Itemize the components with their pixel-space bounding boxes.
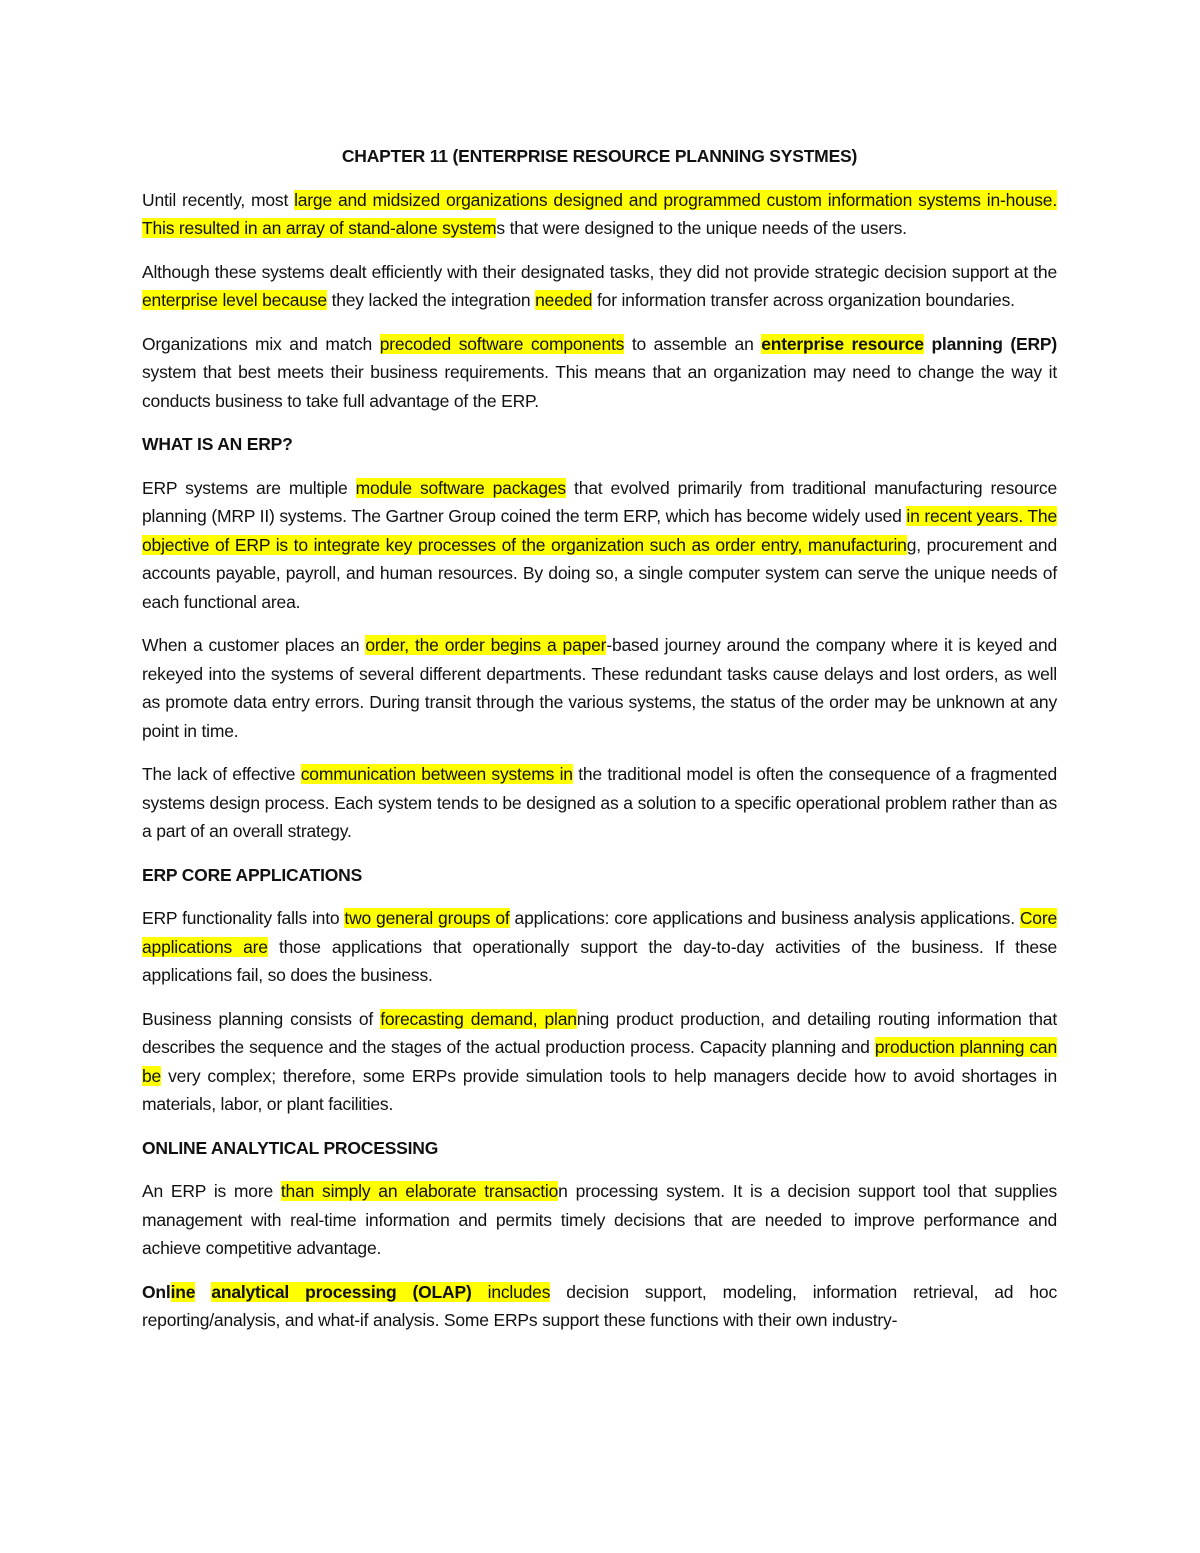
paragraph — [142, 904, 1057, 990]
highlighted-text: includes — [487, 1281, 551, 1302]
section-heading: ERP CORE APPLICATIONS — [142, 864, 363, 885]
text-run: the traditional model is often the consequence of a fragmented systems design process. Each system tends to be designed as a solution to a specific operational problem rather than as a part of an overall strategy. — [142, 764, 1057, 841]
paragraph — [142, 1005, 1057, 1119]
text-run: s that were designed to the unique needs of the users. — [496, 218, 907, 238]
text-run: Organizations mix and match — [142, 333, 380, 354]
text-run: Until recently, most — [142, 189, 295, 210]
highlighted-text: production planning can be — [142, 1037, 1057, 1086]
text-run: When a customer places an — [142, 635, 366, 655]
highlighted-text: in recent years. The objective of ERP is to integrate key processes of the organization such as order entry, manufacturin — [142, 506, 1057, 555]
highlighted-text: module software packages — [355, 477, 566, 498]
text-run: to assemble an — [624, 333, 762, 354]
page-title: CHAPTER 11 (ENTERPRISE RESOURCE PLANNING SYSTMES) — [341, 146, 858, 166]
text-run: Although these systems dealt efficiently with their designated tasks, they did not provide strategic decision support at the — [142, 261, 1057, 282]
highlighted-text: order, the order begins a paper — [365, 635, 607, 655]
text-run: those applications that operationally support the day-to-day activities of the business. If these applications fail, so does the business. — [142, 936, 1057, 985]
text-run: An ERP is more — [142, 1181, 281, 1201]
highlighted-text: than simply an elaborate transactio — [280, 1181, 559, 1201]
highlighted-text: enterprise resource — [761, 333, 924, 354]
section-heading: ONLINE ANALYTICAL PROCESSING — [142, 1137, 439, 1158]
text-run: ERP systems are multiple — [142, 477, 356, 498]
text-run: ERP functionality falls into — [142, 908, 345, 928]
document-body — [142, 142, 1057, 1350]
highlighted-text — [472, 1282, 488, 1302]
paragraph — [142, 258, 1057, 315]
paragraph — [142, 760, 1057, 846]
text-run: -based journey around the company where it is keyed and rekeyed into the systems of several different departments. These redundant tasks cause delays and lost orders, as well as promote data entry errors. During transit through the various systems, the status of the order may be unknown at any point in time. — [142, 635, 1058, 741]
paragraph — [142, 1278, 1057, 1335]
text-run: that evolved primarily from traditional manufacturing resource planning (MRP II) systems. The Gartner Group coined the term ERP, which has become widely used — [142, 477, 1057, 526]
text-run: system that best meets their business requirements. This means that an organization may need to change the way it conducts business to take full advantage of the ERP. — [142, 362, 1057, 411]
paragraph — [142, 1177, 1057, 1263]
highlighted-text: enterprise level because — [142, 290, 327, 310]
text-run: Onl — [142, 1281, 171, 1302]
highlighted-text: two general groups of — [344, 908, 510, 928]
text-run: they lacked the integration — [326, 290, 536, 310]
text-run: Business planning consists of — [142, 1008, 381, 1029]
paragraph — [142, 186, 1057, 243]
text-run — [195, 1282, 211, 1302]
text-run: very complex; therefore, some ERPs provide simulation tools to help managers decide how to avoid shortages in materials, labor, or plant facilities. — [142, 1065, 1057, 1114]
highlighted-text: large and midsized organizations designed and programmed custom information systems in-house. This resulted in an array of stand-alone system — [142, 189, 1057, 238]
text-run: The lack of effective — [142, 764, 301, 784]
text-run: g, procurement and accounts payable, payroll, and human resources. By doing so, a single computer system can serve the unique needs of each functional area. — [142, 534, 1057, 612]
highlighted-text: ine — [170, 1281, 196, 1302]
paragraph — [142, 330, 1057, 416]
text-run: applications: core applications and business analysis applications. — [509, 908, 1020, 928]
highlighted-text: communication between systems in — [300, 764, 573, 784]
paragraph — [142, 474, 1057, 617]
section-heading: WHAT IS AN ERP? — [142, 434, 293, 454]
text-run: decision support, modeling, information retrieval, ad hoc reporting/analysis, and what-if analysis. Some ERPs support these functions with their own industry- — [142, 1281, 1057, 1330]
highlighted-text: needed — [535, 290, 593, 310]
highlighted-text: Core applications are — [142, 908, 1057, 957]
highlighted-text: forecasting demand, plan — [380, 1008, 577, 1029]
paragraph — [142, 631, 1057, 745]
text-run: n processing system. It is a decision support tool that supplies management with real-time information and permits timely decisions that are needed to improve performance and achieve competitive advantage. — [142, 1181, 1058, 1258]
text-run: ning product production, and detailing routing information that describes the sequence and the stages of the actual production process. Capacity planning and — [142, 1008, 1057, 1057]
text-run: for information transfer across organization boundaries. — [592, 290, 1015, 310]
highlighted-text: analytical processing (OLAP) — [211, 1281, 472, 1302]
highlighted-text: precoded software components — [379, 333, 625, 354]
text-run: planning (ERP) — [931, 333, 1057, 354]
